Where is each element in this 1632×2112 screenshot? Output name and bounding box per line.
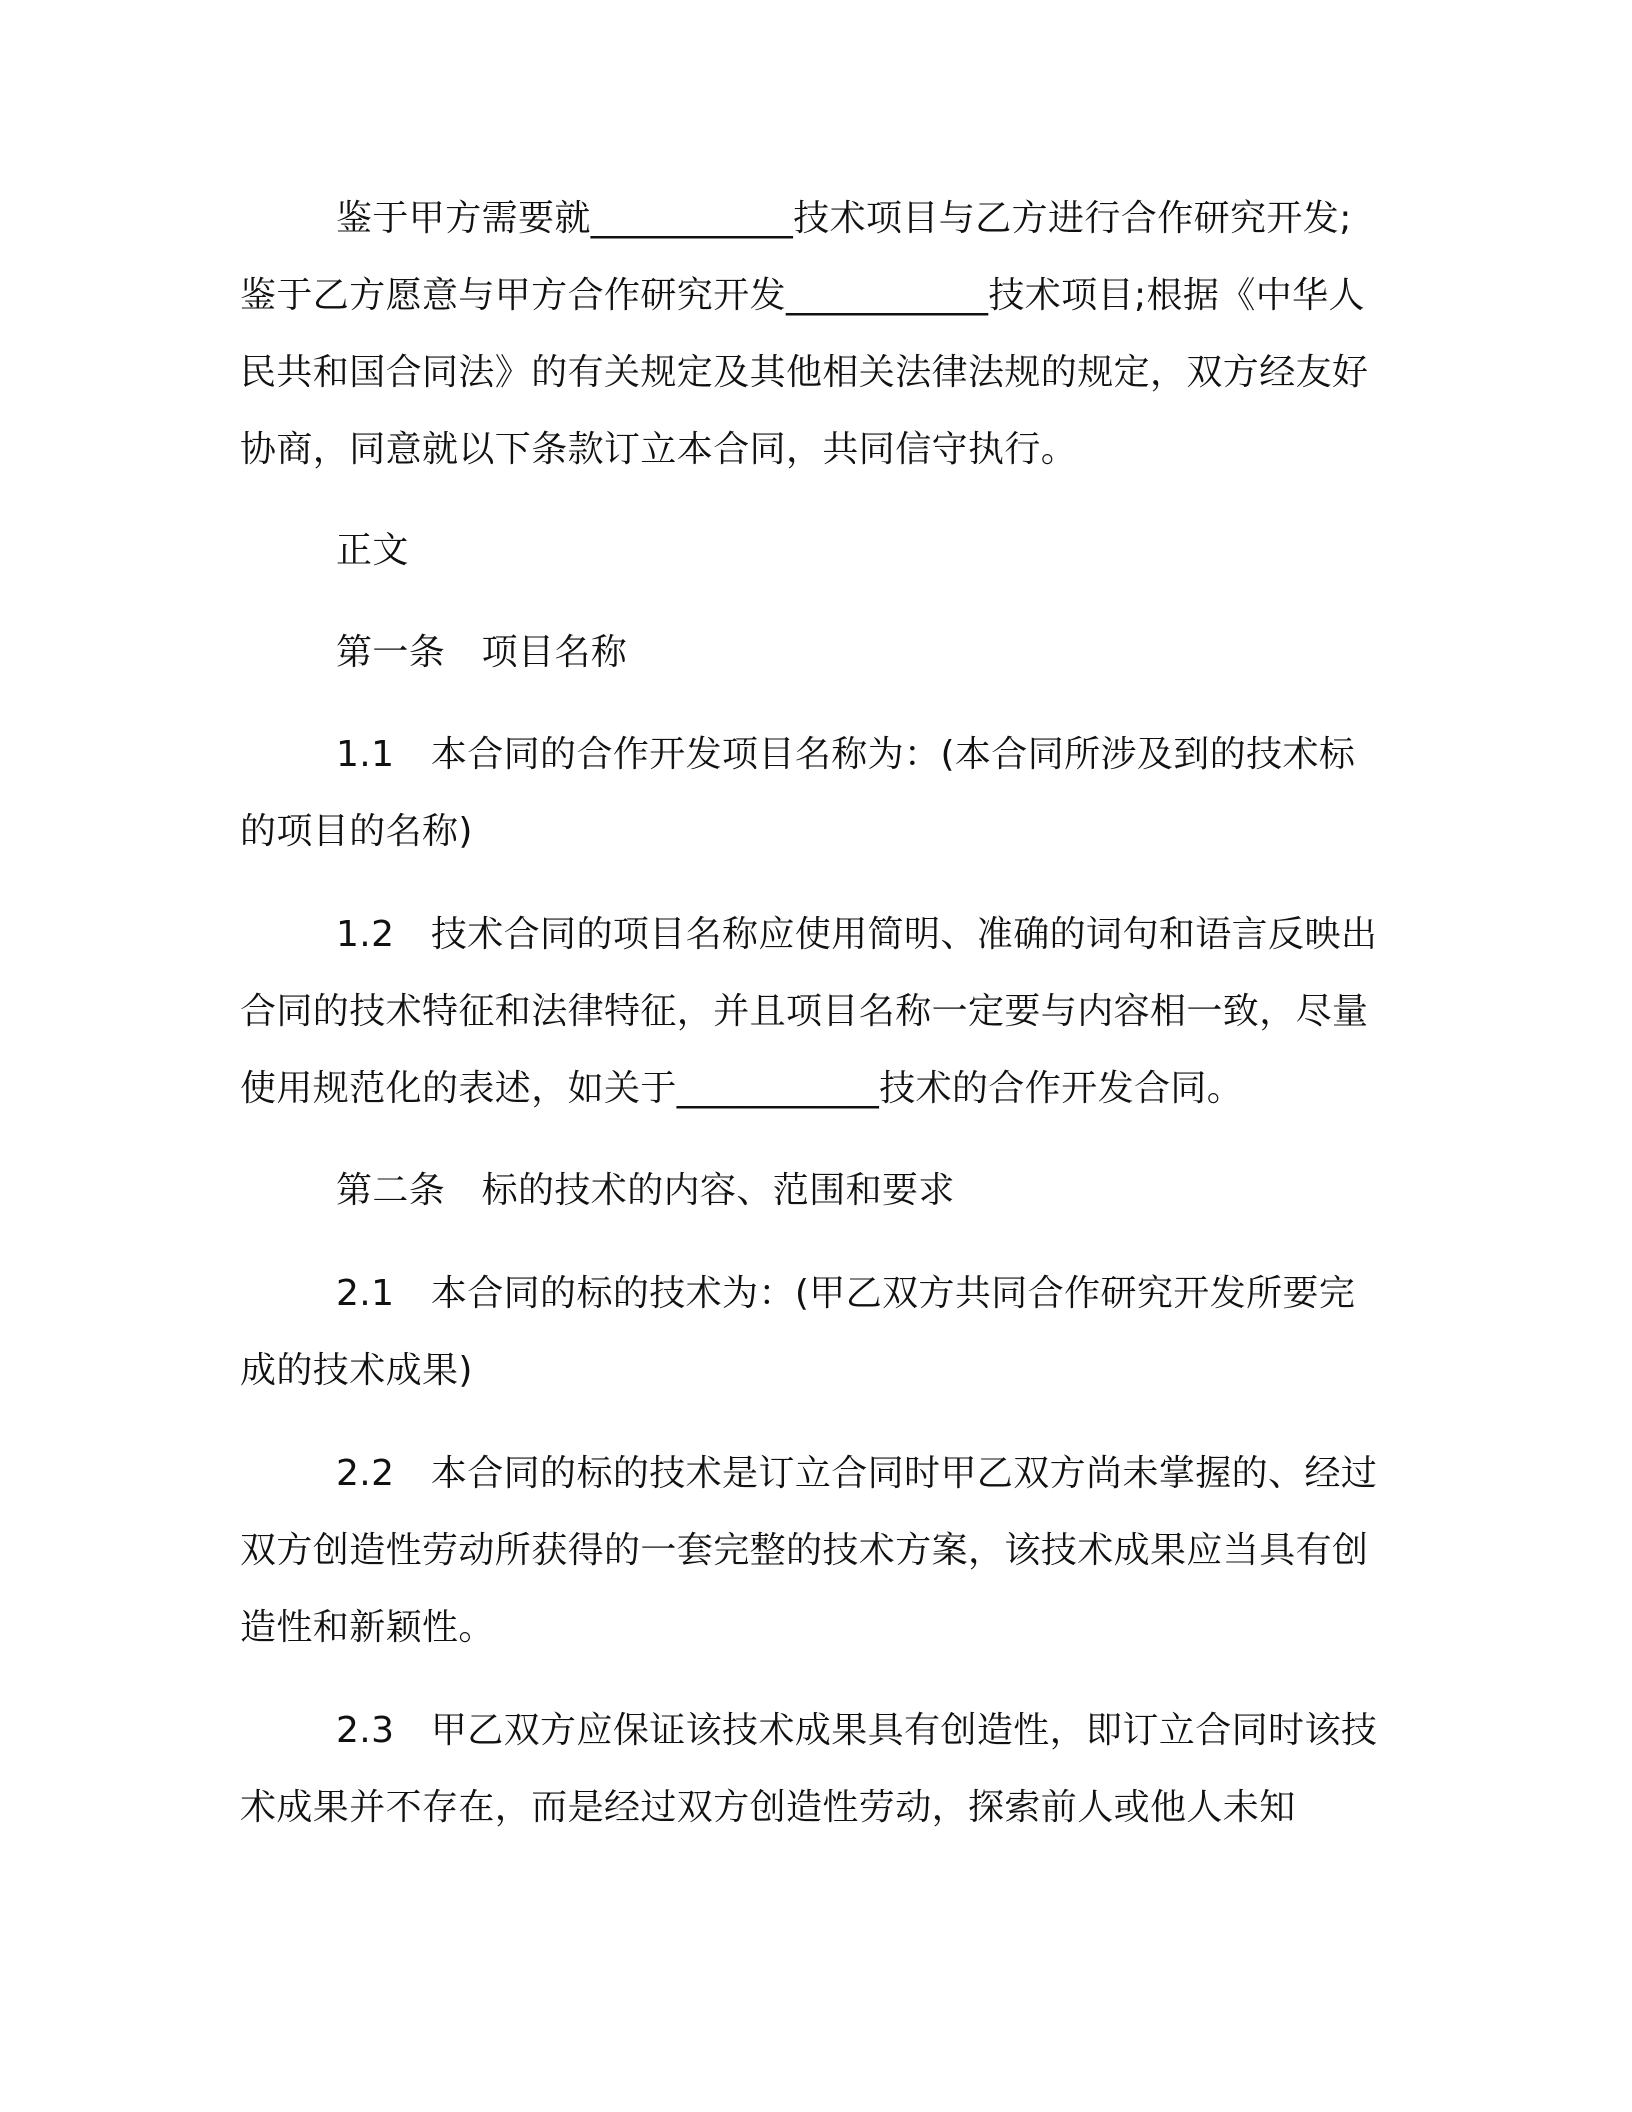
preamble-paragraph: 鉴于甲方需要就___________技术项目与乙方进行合作研究开发;鉴于乙方愿意与甲方合作研究开发___________技术项目;根据《中华人民共和国合同法》的有关规定及其他相关法律法规的规定，双方经友好协商，同意就以下条款订立本合同，共同信守执行。	[240, 198, 1369, 470]
clause-1-2: 1.2 技术合同的项目名称应使用简明、准确的词句和语言反映出合同的技术特征和法律特征，并且项目名称一定要与内容相一致，尽量使用规范化的表述，如关于___________技术的合作开发合同。	[240, 914, 1378, 1109]
article-2-title: 第二条 标的技术的内容、范围和要求	[336, 1170, 955, 1211]
clause-2-2: 2.2 本合同的标的技术是订立合同时甲乙双方尚未掌握的、经过双方创造性劳动所获得的一套完整的技术方案，该技术成果应当具有创造性和新颖性。	[240, 1453, 1378, 1648]
clause-1-1: 1.1 本合同的合作开发项目名称为：(本合同所涉及到的技术标的项目的名称)	[240, 734, 1356, 852]
section-title: 正文	[336, 530, 409, 571]
clause-2-3: 2.3 甲乙双方应保证该技术成果具有创造性，即订立合同时该技术成果并不存在，而是经过双方创造性劳动，探索前人或他人未知	[240, 1710, 1378, 1828]
article-1-title: 第一条 项目名称	[336, 632, 628, 673]
clause-2-1: 2.1 本合同的标的技术为：(甲乙双方共同合作研究开发所要完成的技术成果)	[240, 1273, 1356, 1391]
